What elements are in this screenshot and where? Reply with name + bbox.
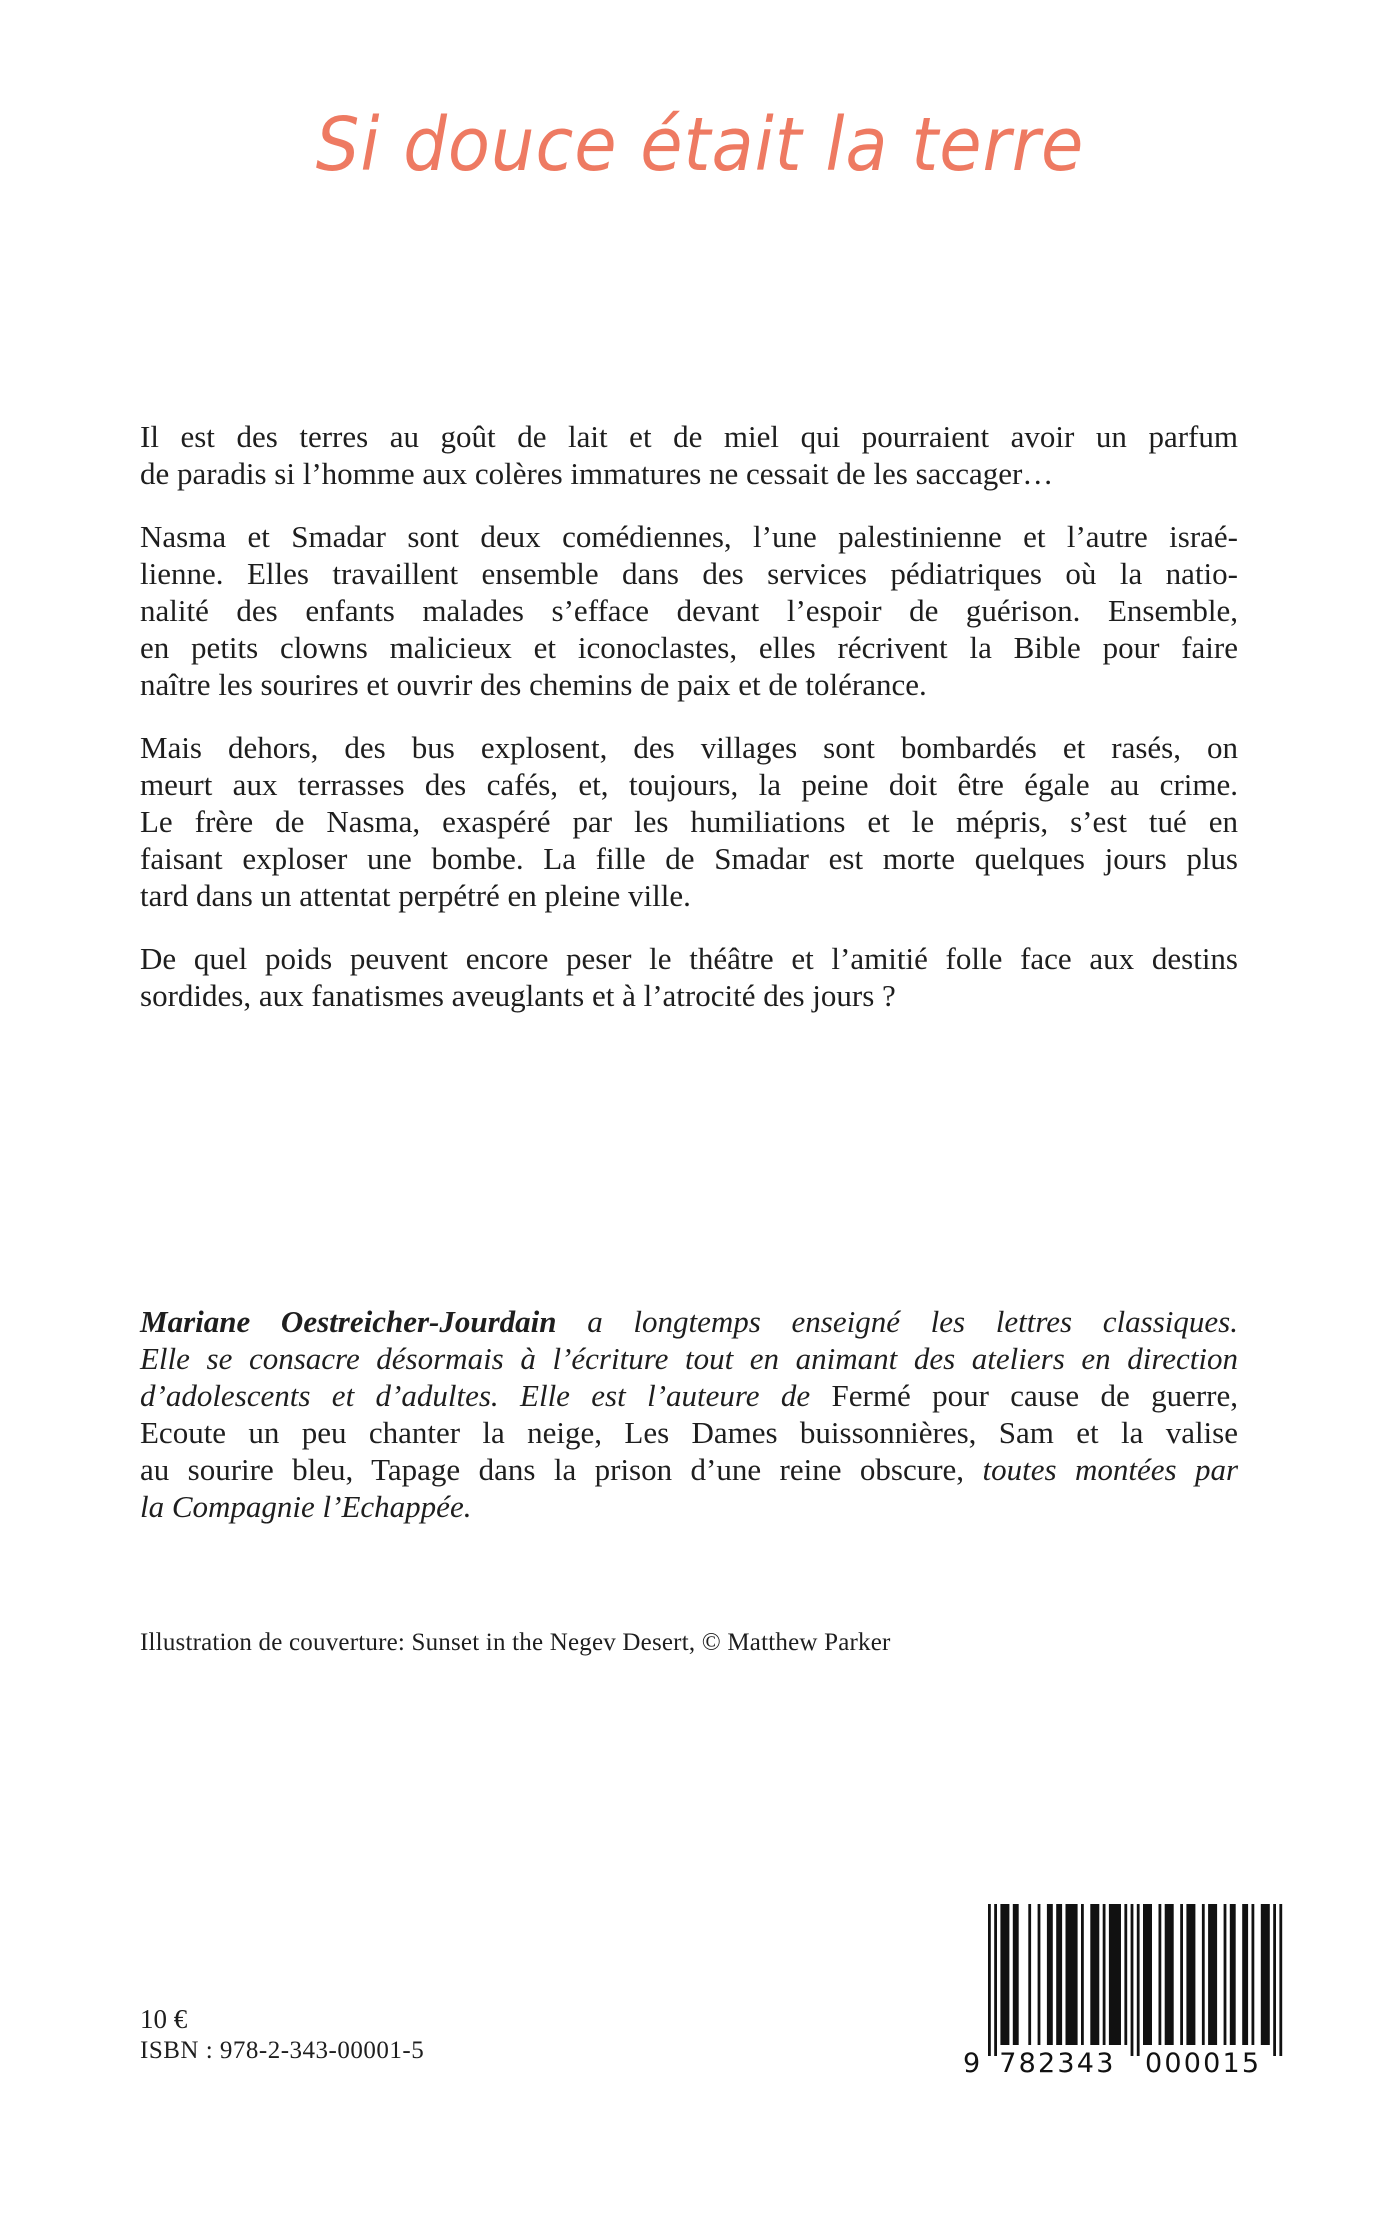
blurb-text [140,418,1238,1040]
text-line [140,766,1238,803]
author-bio [140,1303,1238,1525]
barcode-bar [1000,1904,1009,2045]
text-segment: Mariane Oestreicher-Jourdain [140,1304,557,1339]
barcode-bar [1186,1904,1195,2045]
text-line [140,1303,1238,1340]
barcode-bar [1159,1904,1162,2045]
barcode-bar [1047,1904,1053,2045]
text-line [140,666,1238,703]
text-segment: nalité des enfants malades s’efface devant l’espoir de guérison. Ensemble, [140,593,1238,628]
barcode-bar [1202,1904,1205,2045]
barcode-icon [955,1900,1295,2080]
barcode-guard-bar [1273,1904,1276,2056]
text-segment: Mais dehors, des bus explosent, des villages sont bombardés et rasés, on [140,730,1238,765]
price: 10 € [140,2004,188,2034]
barcode-bar [1242,1904,1248,2045]
text-segment: Elle se consacre désormais à l’écriture tout en animant des ateliers en direction [140,1341,1238,1376]
barcode-bar [1109,1904,1121,2045]
text-line [140,940,1238,977]
text-segment: de paradis si l’homme aux colères immatures ne cessait de les saccager… [140,456,1054,491]
barcode-bar [1056,1904,1062,2045]
text-line [140,1414,1238,1451]
text-line [140,877,1238,914]
text-line [140,518,1238,555]
text-segment: Ecoute un peu chanter la neige, Les Dames buissonnières, Sam et la valise [140,1415,1238,1450]
barcode-bar [1124,1904,1127,2045]
text-line [140,555,1238,592]
text-segment: en petits clowns malicieux et iconoclastes, elles récrivent la Bible pour faire [140,630,1238,665]
text-line [140,592,1238,629]
text-segment: Nasma et Smadar sont deux comédiennes, l’une palestinienne et l’autre israé- [140,519,1238,554]
text-segment: faisant exploser une bombe. La fille de Smadar est morte quelques jours plus [140,841,1238,876]
text-segment: la Compagnie l’Echappée. [140,1489,472,1524]
barcode-left-digits: 782343 [999,2048,1116,2079]
text-line [140,1340,1238,1377]
barcode-bar [1180,1904,1183,2045]
isbn: ISBN : 978-2-343-00001-5 [140,2037,425,2064]
blurb-paragraph [140,518,1238,703]
blurb-paragraph [140,940,1238,1014]
text-segment: d’adolescents et d’adultes. Elle est l’auteure de [140,1378,832,1413]
barcode-bar [1165,1904,1174,2045]
text-segment: naître les sourires et ouvrir des chemins de paix et de tolérance. [140,667,927,702]
text-segment: toutes montées par [982,1452,1239,1487]
barcode-bar [1028,1904,1031,2045]
barcode-right-digits: 000015 [1145,2048,1262,2079]
blurb-paragraph [140,729,1238,914]
barcode-guard-bar [1131,1904,1134,2056]
text-segment: Fermé pour cause de guerre, [831,1378,1239,1413]
text-segment: a longtemps enseigné les lettres classiques. [556,1304,1238,1339]
text-segment: tard dans un attentat perpétré en pleine ville. [140,878,691,913]
barcode-bar [1208,1904,1217,2045]
barcode-first-digit: 9 [963,2048,983,2079]
barcode-guard-bar [994,1904,997,2056]
barcode-bar [1103,1904,1106,2045]
text-line [140,840,1238,877]
text-line [140,1488,1238,1525]
barcode-guard-bar [988,1904,991,2056]
text-segment: lienne. Elles travaillent ensemble dans des services pédiatriques où la natio- [140,556,1238,591]
cover-illustration-credit: Illustration de couverture: Sunset in the Negev Desert, © Matthew Parker [140,1629,891,1656]
text-segment: au sourire bleu, Tapage dans la prison d’une reine obscure, [140,1452,983,1487]
text-line [140,629,1238,666]
barcode-bar [1038,1904,1041,2045]
barcode-guard-bar [1137,1904,1140,2056]
text-segment: sordides, aux fanatismes aveuglants et à l’atrocité des jours ? [140,978,896,1013]
book-title: Si douce était la terre [315,102,1085,188]
text-line [140,418,1238,455]
text-line [140,455,1238,492]
barcode-guard-bar [1279,1904,1282,2056]
text-segment: meurt aux terrasses des cafés, et, toujours, la peine doit être égale au crime. [140,767,1238,802]
text-line [140,729,1238,766]
barcode-bar [1066,1904,1078,2045]
barcode-bar [1013,1904,1019,2045]
barcode-bar [1090,1904,1099,2045]
barcode-bar [1252,1904,1255,2045]
barcode-bar [1143,1904,1152,2045]
barcode-bar [1081,1904,1084,2045]
text-segment: Le frère de Nasma, exaspéré par les humiliations et le mépris, s’est tué en [140,804,1238,839]
blurb-paragraph [140,418,1238,492]
text-segment: De quel poids peuvent encore peser le théâtre et l’amitié folle face aux destins [140,941,1238,976]
text-line [140,977,1238,1014]
text-segment: Il est des terres au goût de lait et de miel qui pourraient avoir un parfum [140,419,1238,454]
text-line [140,803,1238,840]
barcode-bar [1261,1904,1270,2045]
text-line [140,1451,1238,1488]
barcode-bar [1230,1904,1236,2045]
barcode-bar [1224,1904,1227,2045]
text-line [140,1377,1238,1414]
